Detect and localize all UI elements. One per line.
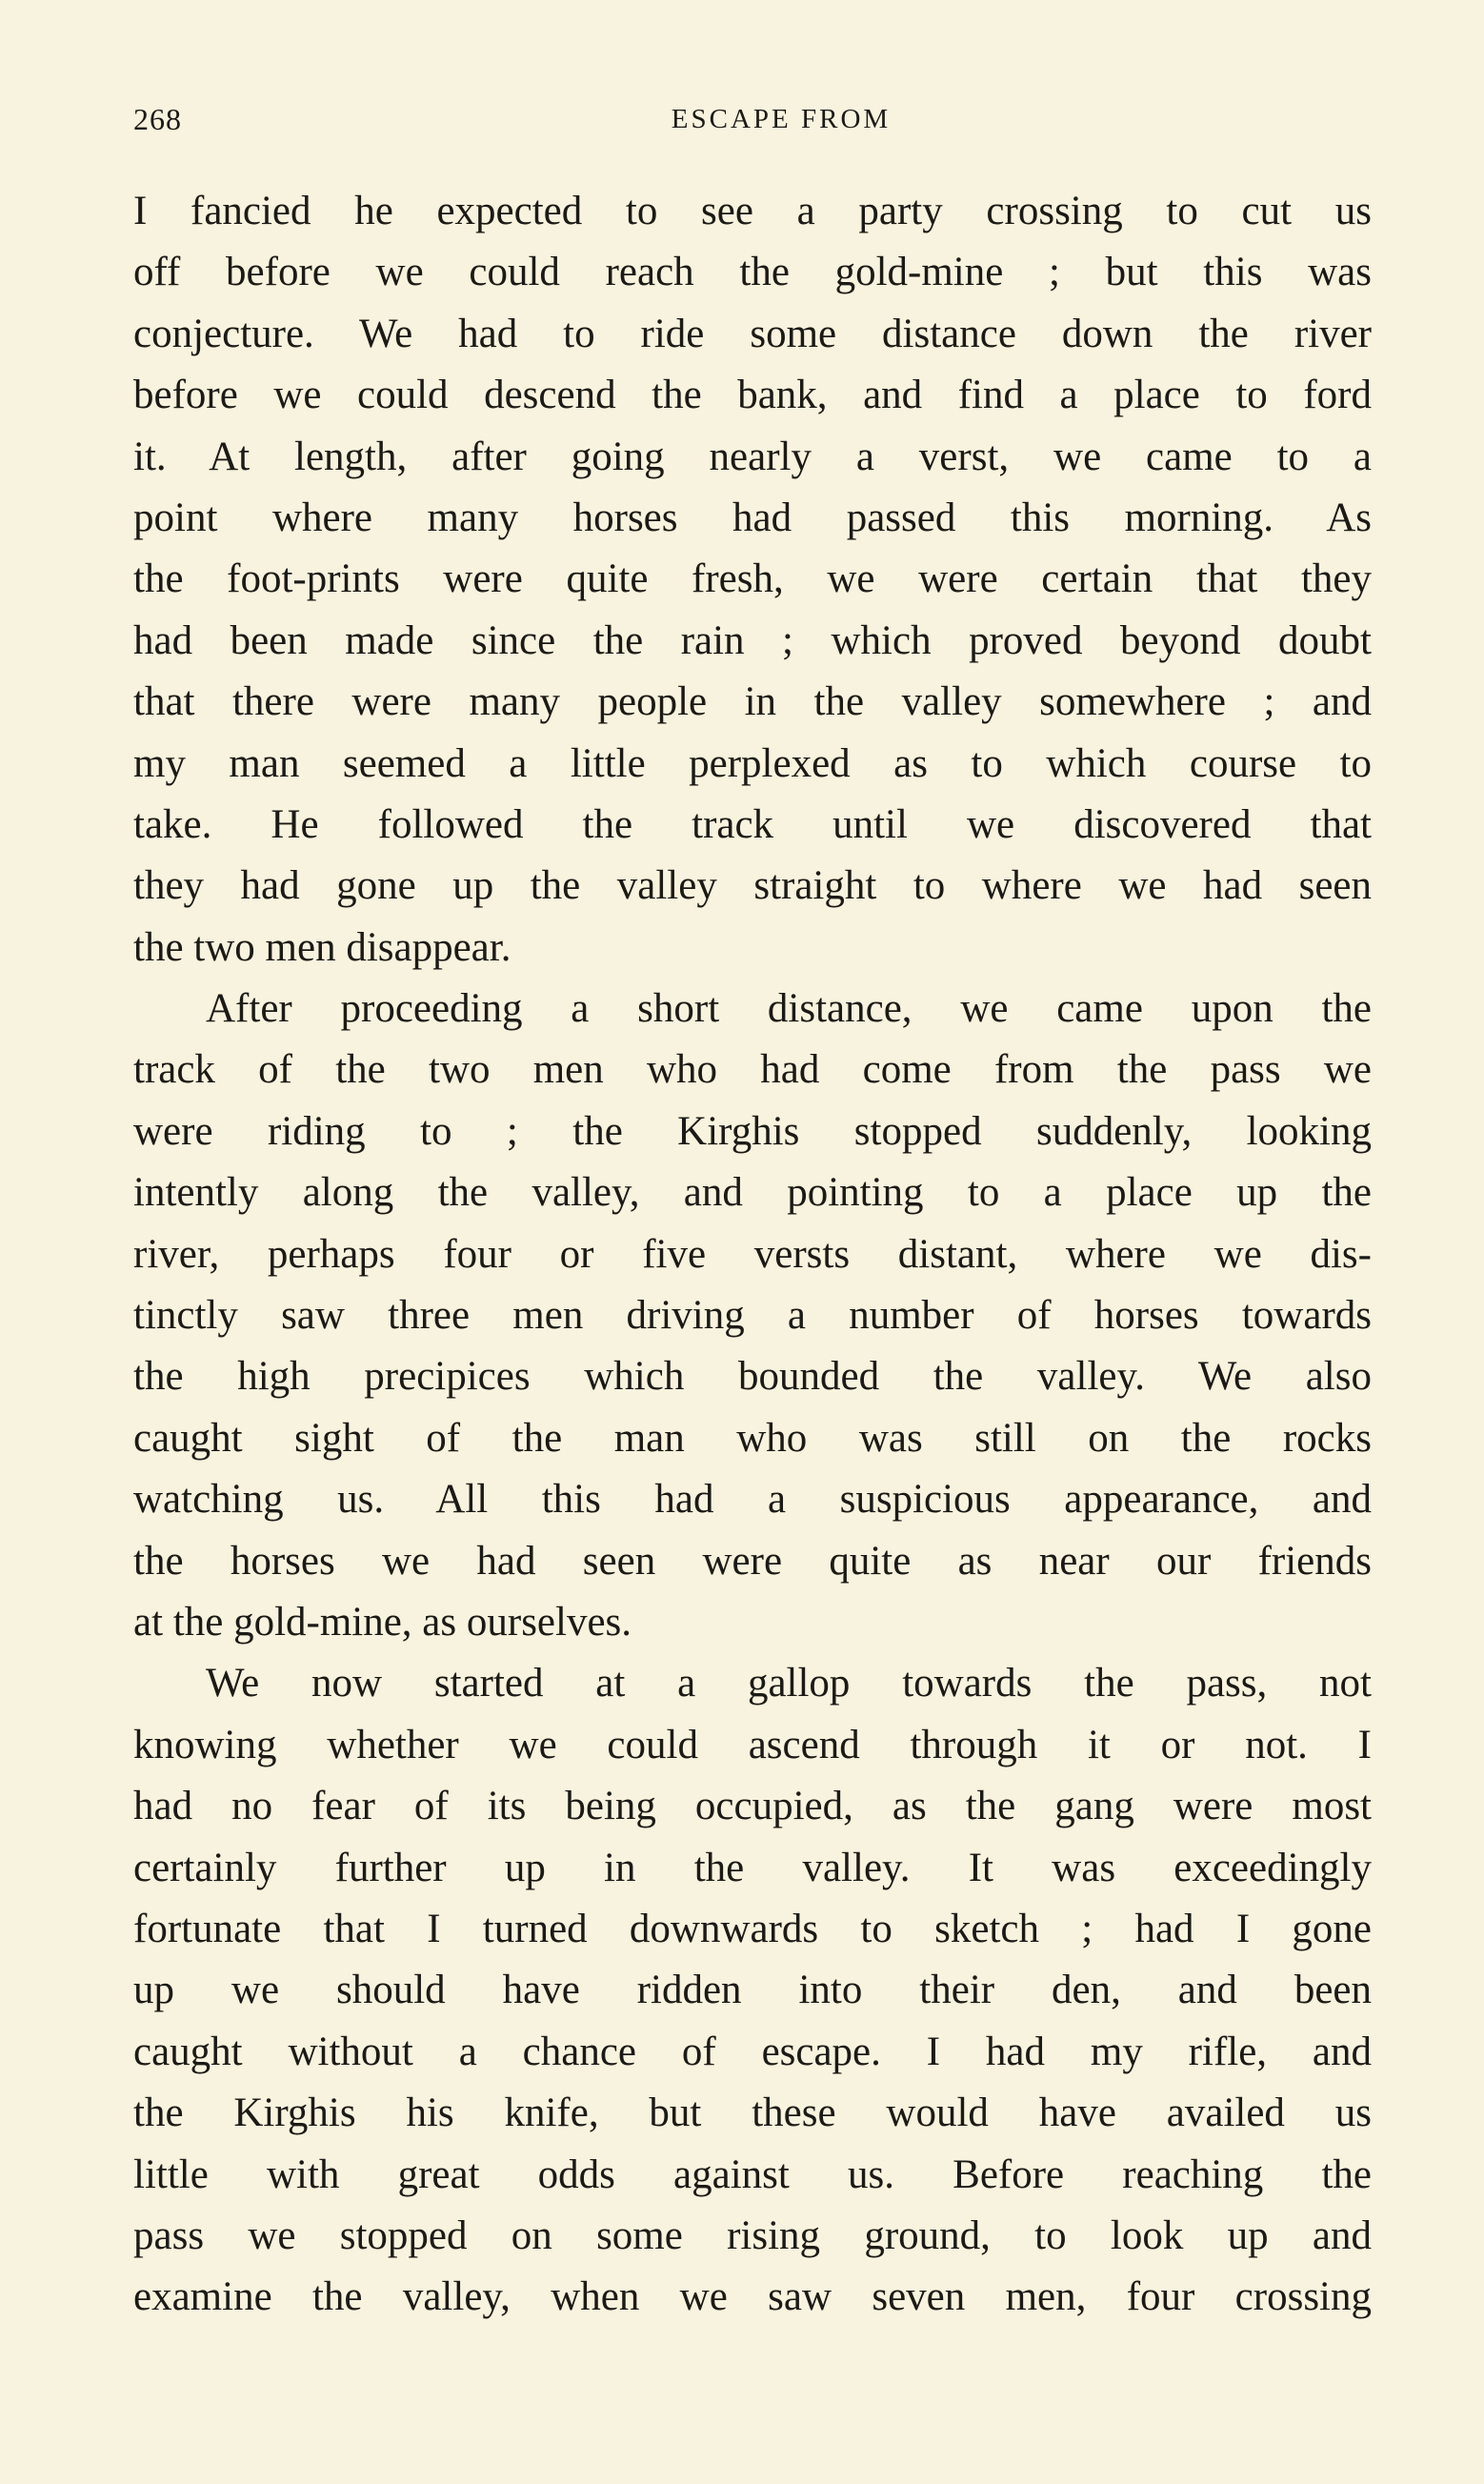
text-line: that there were many people in the valley somewhere ; and — [133, 679, 1372, 725]
text-line: fortunate that I turned downwards to sketch ; had I gone — [133, 1906, 1372, 1951]
text-line: before we could descend the bank, and find a place to ford — [133, 373, 1372, 418]
body-text — [133, 181, 1372, 2329]
text-line: pass we stopped on some rising ground, to look up and — [133, 2212, 1372, 2258]
text-line: river, perhaps four or five versts distant, where we dis- — [133, 1231, 1372, 1277]
text-line: After proceeding a short distance, we came upon the — [206, 986, 1372, 1032]
text-line: little with great odds against us. Before reaching the — [133, 2151, 1372, 2197]
text-line: up we should have ridden into their den, and been — [133, 1968, 1372, 2013]
text-line: I fancied he expected to see a party crossing to cut us — [133, 189, 1372, 233]
text-line: had no fear of its being occupied, as the gang were most — [133, 1784, 1372, 1829]
text-line: caught sight of the man who was still on the rocks — [133, 1415, 1372, 1461]
text-line: certainly further up in the valley. It was exceedingly — [133, 1845, 1372, 1890]
text-line: tinctly saw three men driving a number of horses towards — [133, 1293, 1372, 1339]
text-line: track of the two men who had come from the pass we — [133, 1047, 1372, 1093]
text-line: We now started at a gallop towards the pass, not — [206, 1661, 1372, 1706]
text-line: my man seemed a little perplexed as to which course to — [133, 740, 1372, 786]
text-line: knowing whether we could ascend through it or not. I — [133, 1722, 1372, 1767]
text-line: had been made since the rain ; which proved beyond doubt — [133, 617, 1372, 663]
text-line: conjecture. We had to ride some distance down the river — [133, 311, 1372, 356]
text-line: at the gold-mine, as ourselves. — [133, 1599, 632, 1645]
text-line: the Kirghis his knife, but these would have availed us — [133, 2090, 1372, 2136]
text-line: off before we could reach the gold-mine ; but this was — [133, 250, 1372, 295]
text-line: the two men disappear. — [133, 924, 511, 970]
text-line: the high precipices which bounded the valley. We also — [133, 1354, 1372, 1400]
text-line: caught without a chance of escape. I had my rifle, and — [133, 2029, 1372, 2074]
text-line: intently along the valley, and pointing to a place up the — [133, 1170, 1372, 1216]
text-line: watching us. All this had a suspicious appearance, and — [133, 1477, 1372, 1523]
text-line: the foot-prints were quite fresh, we were certain that they — [133, 556, 1372, 602]
text-line: they had gone up the valley straight to where we had seen — [133, 863, 1372, 909]
text-line: point where many horses had passed this morning. As — [133, 495, 1372, 540]
text-line: it. At length, after going nearly a verst, we came to a — [133, 434, 1372, 479]
text-line: the horses we had seen were quite as near our friends — [133, 1538, 1372, 1584]
text-line: take. He followed the track until we discovered that — [133, 801, 1372, 847]
running-title: ESCAPE FROM — [671, 104, 892, 134]
text-line: examine the valley, when we saw seven men, four crossing — [133, 2274, 1372, 2320]
running-head — [133, 91, 1372, 148]
text-line: were riding to ; the Kirghis stopped suddenly, looking — [133, 1108, 1372, 1154]
page-number: 268 — [133, 102, 182, 136]
